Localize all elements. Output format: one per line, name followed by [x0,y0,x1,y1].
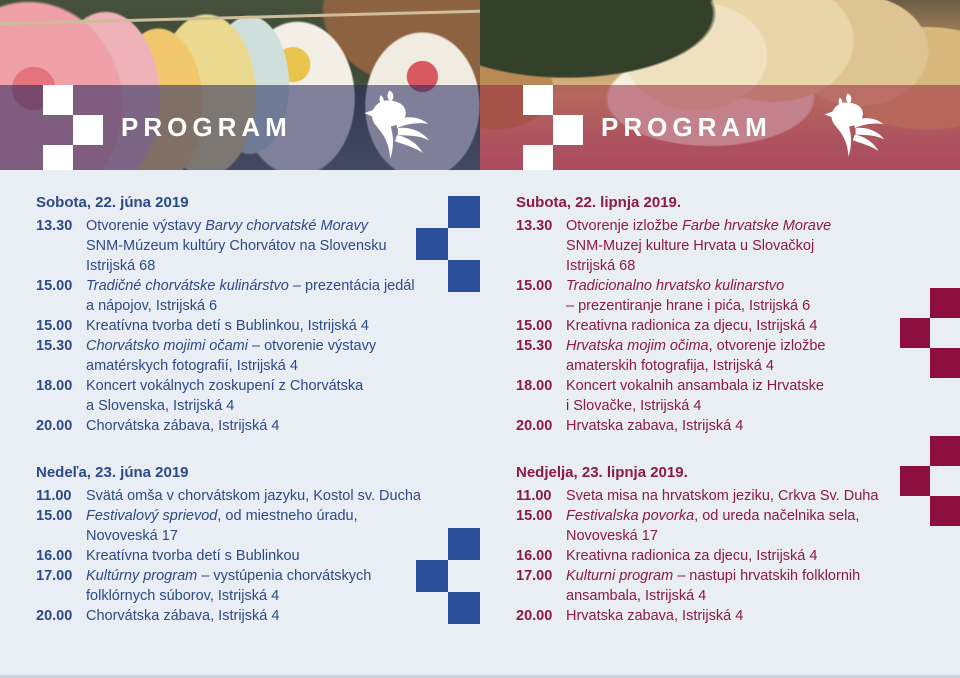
time-label: 16.00 [36,548,73,564]
time-label: 15.00 [36,278,73,294]
schedule-croatian [516,192,930,626]
day-heading: Sobota, 22. júna 2019 [36,194,189,211]
schedule-item [36,486,450,506]
schedule-item [516,316,930,336]
checker-square-blue [448,196,480,228]
event-text: Chorvátska zábava, Istrijská 4 [86,608,280,624]
schedule-item [516,566,930,606]
event-text: Kreativna radionica za djecu, Istrijská 4 [566,318,818,334]
event-text: Koncert vokálnych zoskupení z Chorvátska a Slovenska, Istrijská 4 [86,378,364,414]
day-heading: Subota, 22. lipnja 2019. [516,194,682,211]
event-text: Hrvatska zabava, Istrijská 4 [566,418,744,434]
schedule-item [36,376,450,416]
checker-square-white [523,85,553,115]
schedule-item [36,316,450,336]
checker-square-blue [448,528,480,560]
time-label: 15.30 [36,338,73,354]
header-left [0,0,480,170]
time-label: 17.00 [36,568,73,584]
checker-square-maroon [930,436,960,466]
checker-square-maroon [930,348,960,378]
event-text: Tradicionalno hrvatsko kulinarstvo – prezentiranje hrane i pića, Istrijská 6 [566,278,811,314]
day-section [516,192,930,436]
schedule-slovak [36,192,450,626]
event-text: Tradičné chorvátske kulinárstvo – prezentácia jedál a nápojov, Istrijská 6 [86,278,415,314]
event-text: Sveta misa na hrvatskom jeziku, Crkva Sv. Duha [566,488,879,504]
time-label: 13.30 [516,218,553,234]
event-text: Hrvatska mojim očima, otvorenje izložbe amaterskih fotografija, Istrijská 4 [566,338,826,374]
schedule-item [36,276,450,316]
event-text: Koncert vokalnih ansambala iz Hrvatske i Slovačke, Istrijská 4 [566,378,824,414]
schedule-item [516,486,930,506]
time-label: 20.00 [36,418,73,434]
rooster-icon [355,86,433,170]
time-label: 15.00 [36,318,73,334]
schedule-item [516,546,930,566]
schedule-item [36,566,450,606]
event-text: Chorvátsko mojimi očami – otvorenie výstavy amatérskych fotografií, Istrijská 4 [86,338,377,374]
checker-square-blue [448,260,480,292]
time-label: 11.00 [36,488,72,504]
checker-square-white [43,145,73,170]
schedule-item [36,216,450,276]
time-label: 17.00 [516,568,553,584]
time-label: 15.00 [516,278,553,294]
checker-square-white [523,145,553,170]
schedule-item [36,506,450,546]
event-text: Chorvátska zábava, Istrijská 4 [86,418,280,434]
day-section [516,462,930,626]
schedule-item [516,416,930,436]
checker-square-maroon [930,288,960,318]
time-label: 15.00 [516,508,553,524]
day-section [36,462,450,626]
event-text: Festivalový sprievod, od miestneho úradu, Novoveská 17 [86,508,358,544]
schedule-item [516,376,930,416]
time-label: 11.00 [516,488,552,504]
schedule-item [36,336,450,376]
schedule-item [516,336,930,376]
checker-square-white [43,85,73,115]
time-label: 20.00 [516,418,553,434]
time-label: 15.00 [36,508,73,524]
time-label: 16.00 [516,548,553,564]
time-label: 18.00 [516,378,553,394]
event-text: Otvorenie výstavy Barvy chorvatské Moravy SNM-Múzeum kultúry Chorvátov na Slovensku Istrijská 68 [86,218,387,274]
event-text: Svätá omša v chorvátskom jazyku, Kostol sv. Ducha [86,488,421,504]
schedule-item [516,216,930,276]
schedule-item [516,276,930,316]
time-label: 20.00 [36,608,73,624]
program-title: PROGRAM [121,112,292,142]
event-text: Kultúrny program – vystúpenia chorvátskych folklórnych súborov, Istrijská 4 [86,568,372,604]
schedule-item [36,546,450,566]
event-text: Otvorenje izložbe Farbe hrvatske Morave SNM-Muzej kulture Hrvata u Slovačkoj Istrijská 68 [566,218,832,274]
day-section [36,192,450,436]
event-text: Festivalska povorka, od ureda načelnika sela, Novoveská 17 [566,508,860,544]
event-text: Kreativna radionica za djecu, Istrijská 4 [566,548,818,564]
schedule-item [516,506,930,546]
panel-croatian [480,0,960,678]
event-text: Kreatívna tvorba detí s Bublinkou [86,548,300,564]
day-heading: Nedjelja, 23. lipnja 2019. [516,464,688,481]
event-text: Kulturni program – nastupi hrvatskih folklornih ansambala, Istrijská 4 [566,568,861,604]
event-text: Hrvatska zabava, Istrijská 4 [566,608,744,624]
checker-square-white [73,115,103,145]
checker-square-blue [448,592,480,624]
schedule-item [36,606,450,626]
program-title: PROGRAM [601,112,772,142]
time-label: 18.00 [36,378,73,394]
time-label: 15.30 [516,338,553,354]
day-heading: Nedeľa, 23. júna 2019 [36,464,189,481]
checker-square-maroon [930,496,960,526]
rooster-icon [816,87,888,169]
event-text: Kreatívna tvorba detí s Bublinkou, Istrijská 4 [86,318,369,334]
time-label: 20.00 [516,608,553,624]
checker-square-white [553,115,583,145]
time-label: 15.00 [516,318,553,334]
schedule-item [36,416,450,436]
time-label: 13.30 [36,218,73,234]
schedule-item [516,606,930,626]
header-right [480,0,960,170]
